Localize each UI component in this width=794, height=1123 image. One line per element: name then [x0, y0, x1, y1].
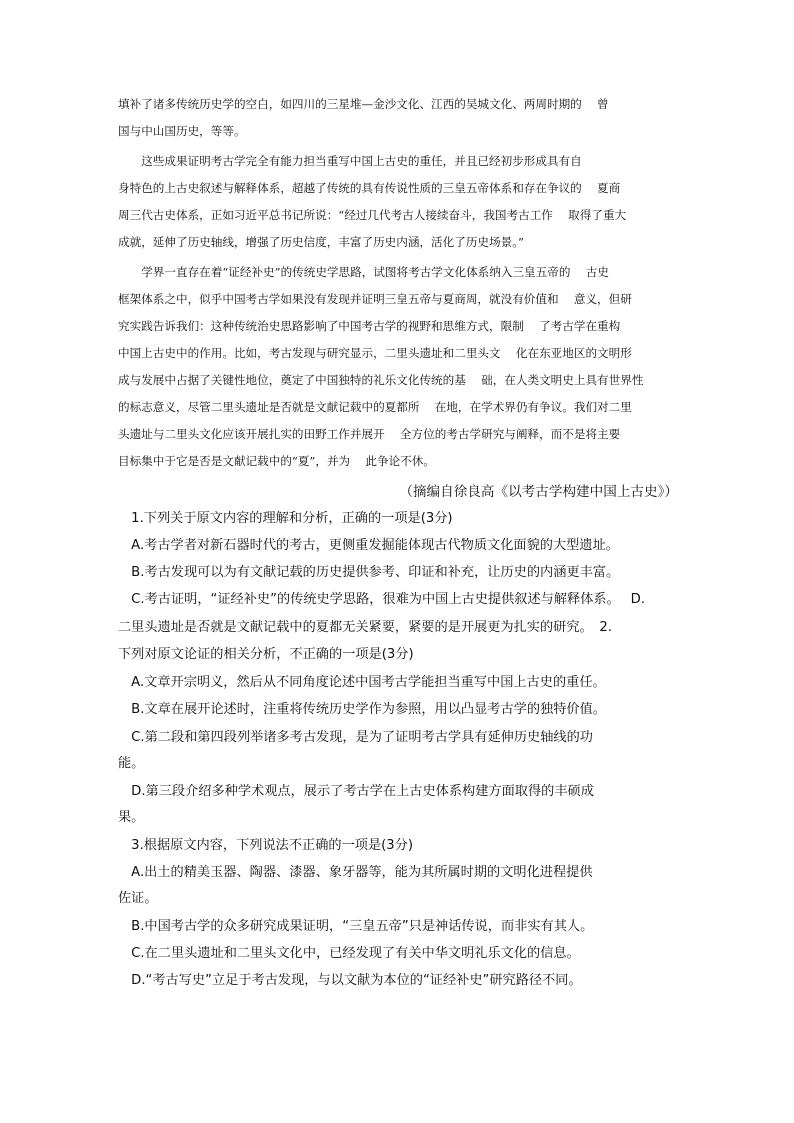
question-line: 佐证。 [118, 891, 158, 906]
passage-line: 这些成果证明考古学完全有能力担当重写中国上古史的重任，并且已经初步形成具有自 [118, 154, 582, 168]
passage-line: 身特色的上古史叙述与解释体系，超越了传统的具有传说性质的三皇五帝体系和存在争议的 夏商 [118, 181, 621, 195]
question-line: C.第二段和第四段列举诸多考古发现，是为了证明考古学具有延伸历史轴线的功 [118, 730, 593, 745]
passage-source: （摘编自徐良高《以考古学构建中国上古史》） [399, 484, 678, 500]
question-line: C.考古证明，“证经补史”的传统史学思路，很难为中国上古史提供叙述与解释体系。 D. [118, 592, 645, 607]
question-line: 果。 [118, 810, 145, 825]
question-line: D.第三段介绍多种学术观点，展示了考古学在上古史体系构建方面取得的丰硕成 [118, 784, 594, 799]
passage-line: 目标集中于它是否是文献记载中的“夏”，并为 此争论不休。 [118, 454, 435, 468]
question-line: 能。 [118, 756, 145, 771]
question-line: A.出土的精美玉器、陶器、漆器、象牙器等，能为其所属时期的文明化进程提供 [118, 865, 593, 880]
passage-line: 中国上古史中的作用。比如，考古发现与研究显示，二里头遗址和二里头文 化在东亚地区的文明形 [118, 346, 632, 360]
passage-line: 的标志意义，尽管二里头遗址是否就是文献记载中的夏都所 在地，在学术界仍有争议。我们对二里 [118, 400, 632, 414]
passage-line: 学界一直存在着“证经补史”的传统史学思路，试图将考古学文化体系纳入三皇五帝的 古史 [118, 265, 609, 279]
question-line: 下列对原文论证的相关分析，不正确的一项是(3分) [118, 647, 414, 662]
passage-line: 成与发展中占据了关键性地位，奠定了中国独特的礼乐文化传统的基 础，在人类文明史上具有世界性 [118, 373, 644, 387]
question-line: A.考古学者对新石器时代的考古，更侧重发掘能体现古代物质文化面貌的大型遗址。 [118, 538, 619, 553]
passage-line: 究实践告诉我们：这种传统治史思路影响了中国考古学的视野和思维方式，限制 了考古学在重构 [118, 319, 621, 333]
question-line: B.中国考古学的众多研究成果证明，“三皇五帝”只是神话传说，而非实有其人。 [118, 919, 594, 934]
question-line: 1.下列关于原文内容的理解和分析，正确的一项是(3分) [118, 511, 453, 526]
question-line: C.在二里头遗址和二里头文化中，已经发现了有关中华文明礼乐文化的信息。 [118, 946, 580, 961]
question-line: B.文章在展开论述时，注重将传统历史学作为参照，用以凸显考古学的独特价值。 [118, 702, 606, 717]
passage-line: 国与中山国历史，等等。 [118, 124, 246, 138]
question-line: 二里头遗址是否就是文献记载中的夏都无关紧要，紧要的是开展更为扎实的研究。 2. [118, 620, 612, 635]
passage-line: 周三代古史体系，正如习近平总书记所说：“经过几代考古人接续奋斗，我国考古工作 取得了重大 [118, 208, 627, 222]
passage-line: 框架体系之中，似乎中国考古学如果没有发现并证明三皇五帝与夏商周，就没有价值和 意义，但研 [118, 292, 632, 306]
question-line: 3.根据原文内容，下列说法不正确的一项是(3分) [118, 838, 414, 853]
question-line: B.考古发现可以为有文献记载的历史提供参考、印证和补充，让历史的内涵更丰富。 [118, 565, 620, 580]
question-line: D.“考古写史”立足于考古发现，与以文献为本位的“证经补史”研究路径不同。 [118, 973, 582, 988]
passage-line: 头遗址与二里头文化应该开展扎实的田野工作并展开 全方位的考古学研究与阐释，而不是将主要 [118, 427, 621, 441]
question-line: A.文章开宗明义，然后从不同角度论述中国考古学能担当重写中国上古史的重任。 [118, 675, 606, 690]
passage-line: 成就，延伸了历史轴线，增强了历史信度，丰富了历史内涵，活化了历史场景。” [118, 235, 524, 249]
passage-line: 填补了诸多传统历史学的空白，如四川的三星堆—金沙文化、江西的吴城文化、两周时期的 曾 [118, 97, 609, 111]
